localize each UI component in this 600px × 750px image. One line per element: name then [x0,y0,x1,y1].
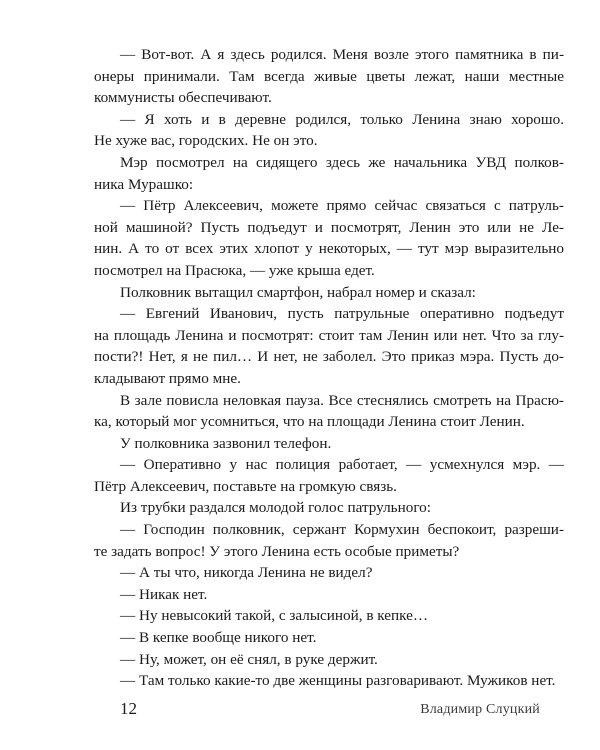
text-line: на площадь Ленина и посмотрят: стоит там Ленин или нет. Что за глу- [94,326,564,344]
text-line: — Я хоть и в деревне родился, только Ленина знаю хорошо. [120,110,564,128]
text-line: Полковник вытащил смартфон, набрал номер и сказал: [120,283,476,301]
text-line: — Пётр Алексеевич, можете прямо сейчас связаться с патруль- [120,197,564,215]
text-line: те задать вопрос! У этого Ленина есть особые приметы? [94,542,460,560]
running-footer-author: Владимир Слуцкий [420,702,540,717]
text-line: нин. А то от всех этих хлопот у некоторых, — тут мэр выразительно [94,240,564,258]
text-line: — Там только какие-то две женщины разговаривают. Мужиков нет. [120,672,556,690]
text-line: пости?! Нет, я не пил… И нет, не заболел. Это приказ мэра. Пусть до- [94,348,564,366]
text-line: Мэр посмотрел на сидящего здесь же начальника УВД полков- [120,153,564,171]
text-line: Пётр Алексеевич, поставьте на громкую связь. [94,477,397,495]
text-line: кладывают прямо мне. [94,369,241,387]
text-line: Из трубки раздался молодой голос патрульного: [120,499,431,517]
page-number: 12 [120,699,137,718]
text-line: коммунисты обеспечивают. [94,89,272,107]
text-line: — А ты что, никогда Ленина не видел? [120,564,373,582]
text-line: У полковника зазвонил телефон. [120,434,332,452]
text-line: — Ну невысокий такой, с залысиной, в кепке… [120,607,429,625]
text-line: Не хуже вас, городских. Не он это. [94,132,318,150]
text-line: ника Мурашко: [94,175,194,193]
text-line: — Ну, может, он её снял, в руке держит. [120,650,378,668]
text-line: — Никак нет. [120,585,208,603]
text-line: ной машиной? Пусть подъедут и посмотрят, Ленин это или не Ле- [94,218,564,236]
text-line: — Оперативно у нас полиция работает, — усмехнулся мэр. — [120,456,564,474]
text-line: — В кепке вообще никого нет. [120,629,317,647]
text-line: онеры принимали. Там всегда живые цветы лежат, наши местные [94,67,564,85]
text-line: — Вот-вот. А я здесь родился. Меня возле этого памятника в пи- [120,46,564,63]
text-line: — Господин полковник, сержант Кормухин беспокоит, разреши- [120,521,564,539]
text-line: В зале повисла неловкая пауза. Все стеснялись смотреть на Прасю- [120,391,564,409]
page-body-text [94,44,564,692]
text-line: посмотрел на Прасюка, — уже крыша едет. [94,261,375,279]
text-line: ка, который мог усомниться, что на площади Ленина стоит Ленин. [94,413,525,431]
text-line: — Евгений Иванович, пусть патрульные оперативно подъедут [120,305,564,323]
